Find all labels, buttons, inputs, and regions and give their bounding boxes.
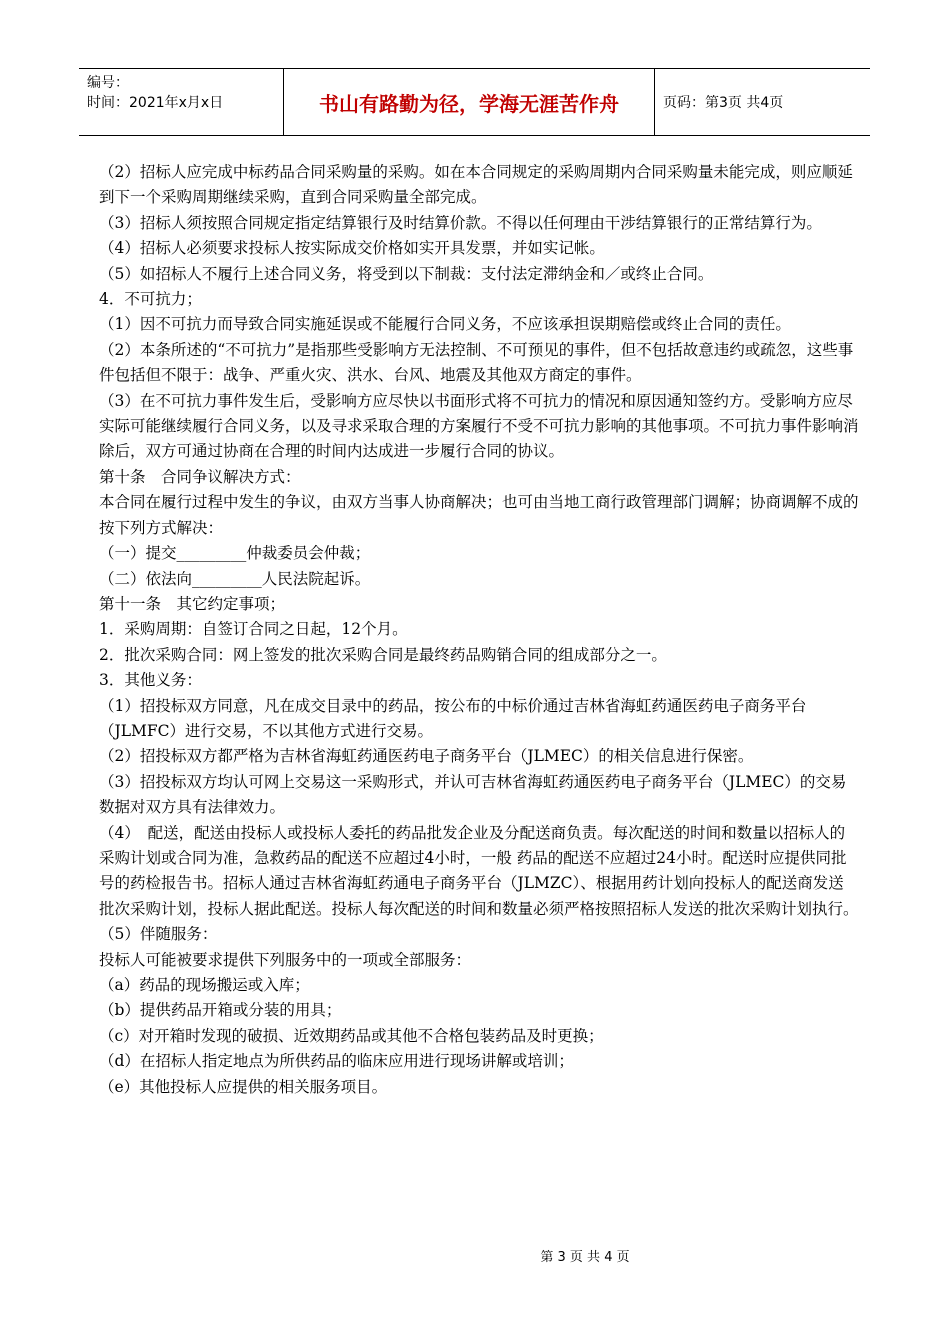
paragraph: 1．采购周期：自签订合同之日起，12个月。 — [99, 620, 408, 639]
list-item: （d）在招标人指定地点为所供药品的临床应用进行现场讲解或培训； — [99, 1052, 574, 1071]
article-heading: 第十条 合同争议解决方式： — [99, 467, 301, 486]
paragraph: （5）如招标人不履行上述合同义务，将受到以下制裁：支付法定滞纳金和／或终止合同。 — [99, 264, 714, 283]
header-meta — [79, 69, 284, 135]
article-heading: 第十一条 其它约定事项； — [99, 594, 286, 613]
section-heading: 4．不可抗力； — [99, 290, 202, 309]
paragraph: 本合同在履行过程中发生的争议，由双方当事人协商解决；也可由当地工商行政管理部门调解；协商调解不成的按下列方式解决： — [99, 493, 859, 537]
page-footer — [0, 1246, 950, 1265]
paragraph: （4） 配送，配送由投标人或投标人委托的药品批发企业及分配送商负责。每次配送的时间和数量以招标人的采购计划或合同为准，急救药品的配送不应超过4小时，一般 药品的配送不应超过24小时。配送时应提供同批号的药检报告书。招标人通过吉林省海虹药通电子商务平台（JLMZC）、根据用药计划向投标人的配送商发送 批次采购计划，投标人据此配送。投标人每次配送的时间和数量必须严格按照招标人发送的批次采购计划执行。 — [99, 823, 859, 918]
paragraph: （1）招投标双方同意，凡在成交目录中的药品，按公布的中标价通过吉林省海虹药通医药电子商务平台（JLMFC）进行交易，不以其他方式进行交易。 — [99, 696, 807, 740]
paragraph: （3）招投标双方均认可网上交易这一采购形式，并认可吉林省海虹药通医药电子商务平台（JLMEC）的交易数据对双方具有法律效力。 — [99, 772, 847, 817]
page-header — [79, 68, 870, 136]
document-date: 时间：2021年x月x日 — [87, 95, 224, 111]
paragraph: （4）招标人必须要求投标人按实际成交价格如实开具发票，并如实记帐。 — [99, 239, 605, 258]
footer-page-number: 第 3 页 共 4 页 — [540, 1250, 630, 1265]
paragraph: 投标人可能被要求提供下列服务中的一项或全部服务： — [99, 950, 472, 969]
document-number-label: 编号： — [87, 75, 129, 91]
paragraph: （二）依法向_________人民法院起诉。 — [99, 569, 371, 588]
paragraph: （2）本条所述的“不可抗力”是指那些受影响方无法控制、不可预见的事件，但不包括故意违约或疏忽，这些事件包括但不限于：战争、严重火灾、洪水、台风、地震及其他双方商定的事件。 — [99, 340, 854, 385]
header-motto: 书山有路勤为径，学海无涯苦作舟 — [284, 69, 655, 135]
header-page-number: 页码：第3页 共4页 — [663, 95, 784, 111]
paragraph: （一）提交_________仲裁委员会仲裁； — [99, 544, 371, 563]
document-body — [99, 160, 859, 1100]
list-item: （b）提供药品开箱或分装的用具； — [99, 1001, 342, 1020]
list-item: （e）其他投标人应提供的相关服务项目。 — [99, 1077, 388, 1096]
paragraph: （3）招标人须按照合同规定指定结算银行及时结算价款。不得以任何理由干涉结算银行的正常结算行为。 — [99, 213, 822, 232]
paragraph: （2）招标人应完成中标药品合同采购量的采购。如在本合同规定的采购周期内合同采购量未能完成，则应顺延到下一个采购周期继续采购，直到合同采购量全部完成。 — [99, 163, 853, 207]
list-item: （c）对开箱时发现的破损、近效期药品或其他不合格包装药品及时更换； — [99, 1026, 604, 1045]
paragraph: （3）在不可抗力事件发生后，受影响方应尽快以书面形式将不可抗力的情况和原因通知签约方。受影响方应尽实际可能继续履行合同义务，以及寻求采取合理的方案履行不受不可抗力影响的其他事项。不可抗力事件影响消除后，双方可通过协商在合理的时间内达成进一步履行合同的协议。 — [99, 391, 859, 461]
paragraph: （5）伴随服务： — [99, 925, 218, 944]
section-heading: 3．其他义务： — [99, 671, 202, 690]
paragraph: （1）因不可抗力而导致合同实施延误或不能履行合同义务，不应该承担误期赔偿或终止合同的责任。 — [99, 315, 791, 334]
paragraph: （2）招投标双方都严格为吉林省海虹药通医药电子商务平台（JLMEC）的相关信息进行保密。 — [99, 747, 754, 766]
list-item: （a）药品的现场搬运或入库； — [99, 976, 310, 994]
paragraph: 2．批次采购合同：网上签发的批次采购合同是最终药品购销合同的组成部分之一。 — [99, 645, 667, 664]
